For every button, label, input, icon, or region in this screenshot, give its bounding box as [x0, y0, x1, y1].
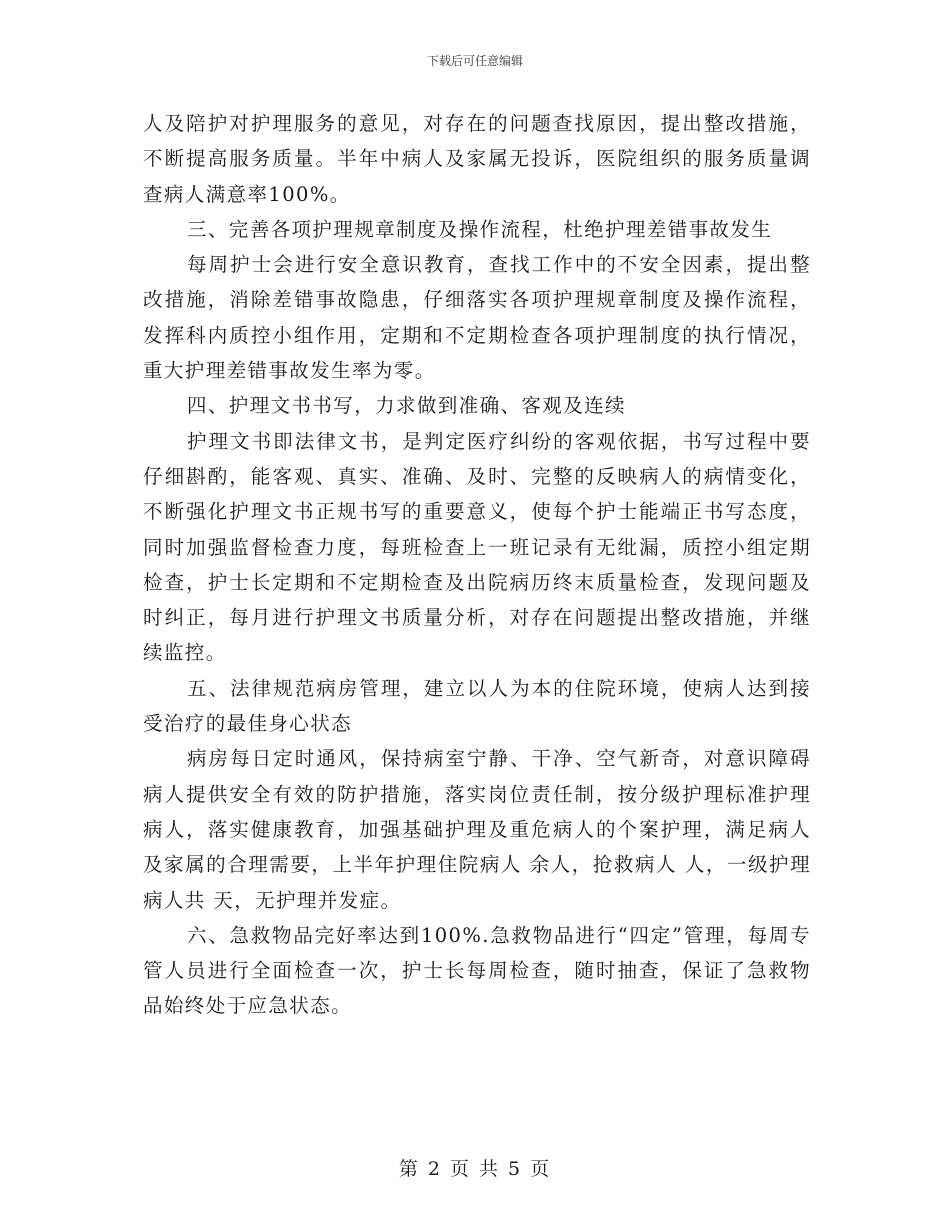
- section-heading-4: 四、护理文书书写，力求做到准确、客观及连续: [187, 394, 626, 418]
- section-heading-3: 三、完善各项护理规章制度及操作流程，杜绝护理差错事故发生: [187, 217, 773, 241]
- header-note: 下载后可任意编辑: [426, 54, 523, 68]
- paragraph-documents: 护理文书即法律文书，是判定医疗纠纷的客观依据，书写过程中要仔细斟酌，能客观、真实、准确、及时、完整的反映病人的病情变化，不断强化护理文书正规书写的重要意义，使每个护士能端正书写态度，同时加强监督检查力度，每班检查上一班记录有无纰漏，质控小组定期检查，护士长定期和不定期检查及出院病历终末质量检查，发现问题及时纠正，每月进行护理文书质量分析，对存在问题提出整改措施，并继续监控。: [143, 429, 811, 665]
- section-heading-6: 六、急救物品完好率达到100%.急救物品进行“四定”管理，每周专管人员进行全面检查一次，护士长每周检查，随时抽查，保证了急救物品始终处于应急状态。: [143, 923, 811, 1018]
- document-body: [143, 106, 811, 1024]
- section-heading-5: 五、法律规范病房管理，建立以人为本的住院环境，使病人达到接受治疗的最佳身心状态: [143, 676, 811, 736]
- paragraph-continuation: 人及陪护对护理服务的意见，对存在的问题查找原因，提出整改措施，不断提高服务质量。半年中病人及家属无投诉，医院组织的服务质量调查病人满意率100%。: [143, 112, 811, 206]
- page-number: 第 2 页 共 5 页: [398, 1158, 552, 1180]
- paragraph-safety: 每周护士会进行安全意识教育，查找工作中的不安全因素，提出整改措施，消除差错事故隐患，仔细落实各项护理规章制度及操作流程，发挥科内质控小组作用，定期和不定期检查各项护理制度的执行情况，重大护理差错事故发生率为零。: [143, 253, 811, 383]
- paragraph-ward: 病房每日定时通风，保持病室宁静、干净、空气新奇，对意识障碍病人提供安全有效的防护措施，落实岗位责任制，按分级护理标准护理病人，落实健康教育，加强基础护理及重危病人的个案护理，满足病人及家属的合理需要，上半年护理住院病人 余人，抢救病人 人，一级护理病人共 天，无护理并发症。: [143, 747, 811, 912]
